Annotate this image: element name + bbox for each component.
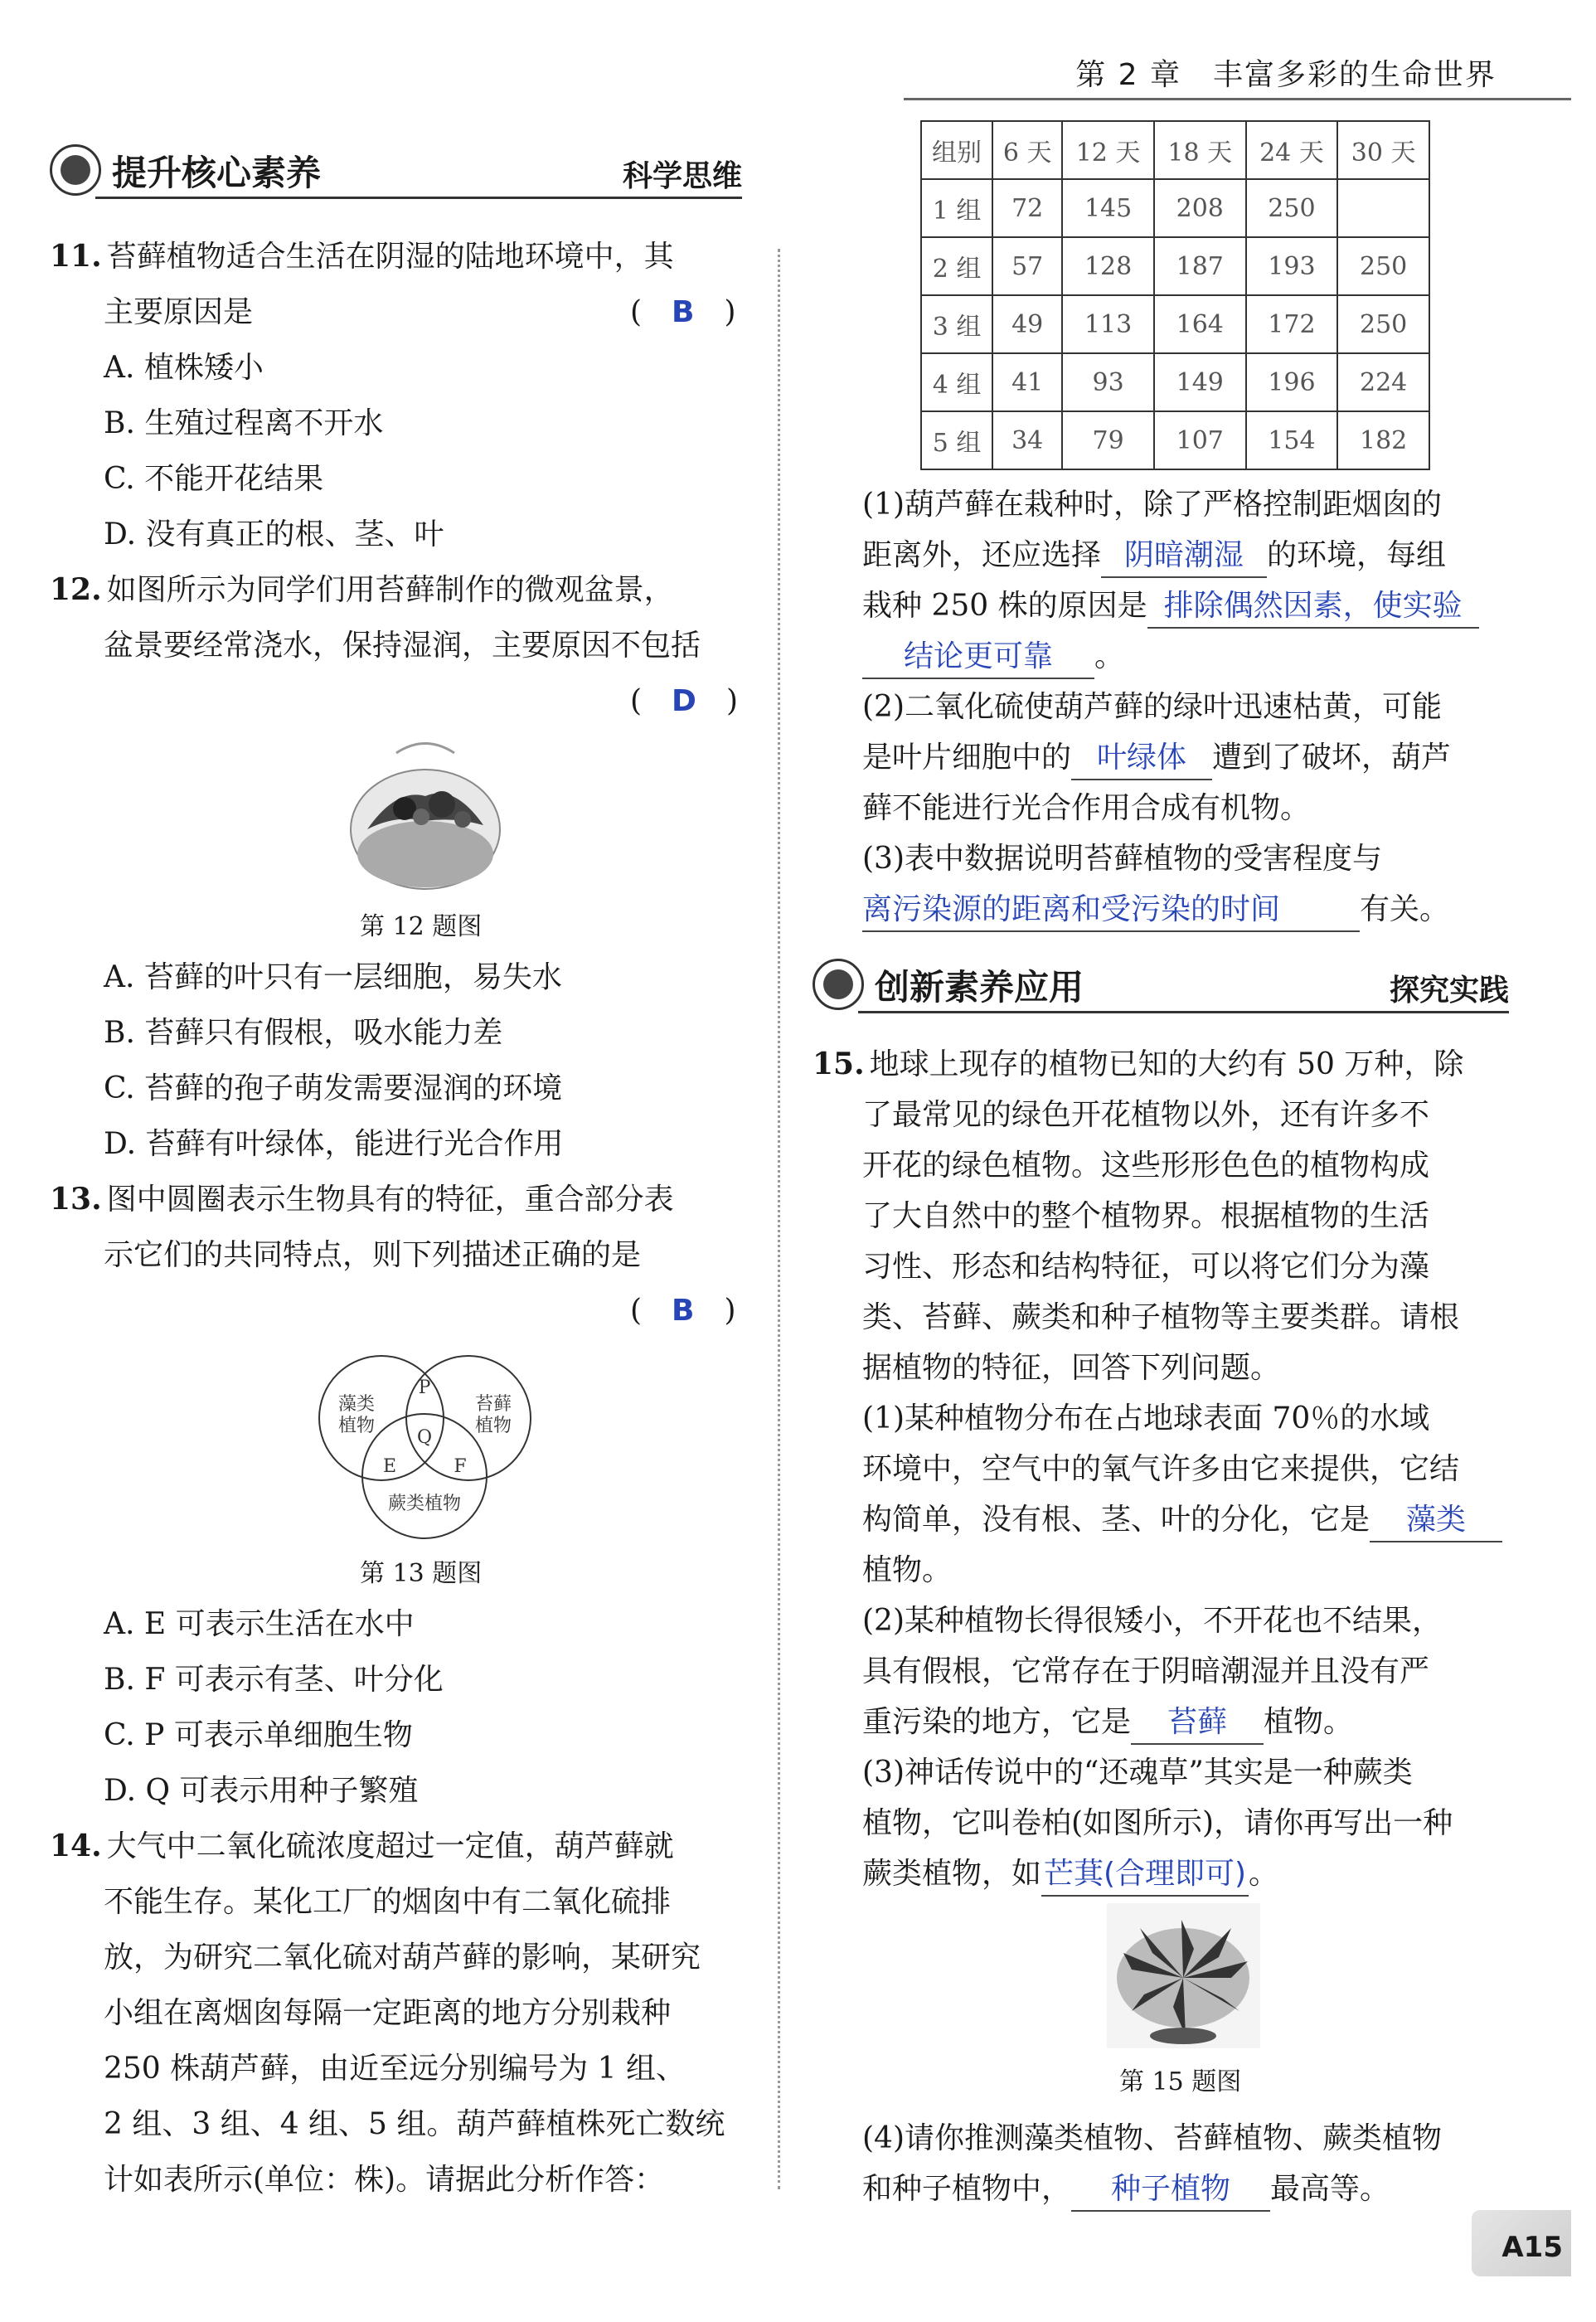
question-number: 14. (50, 1829, 102, 1863)
text: 遭到了破坏，葫芦 (1212, 741, 1452, 775)
question-14-line: 250 株葫芦藓，由近至远分别编号为 1 组、 (104, 2052, 686, 2086)
section-underline (95, 197, 742, 199)
question-14-line: 放，为研究二氧化硫对葫芦藓的影响，某研究 (104, 1941, 701, 1975)
terrarium-photo (347, 738, 504, 896)
option-c: C. 不能开花结果 (104, 462, 324, 496)
table-row (921, 237, 1429, 295)
question-11 (50, 229, 674, 284)
q14-part1-line3 (862, 578, 1479, 634)
q15-part3-line1: (3)神话传说中的“还魂草”其实是一种蕨类 (862, 1756, 1413, 1790)
question-number: 12. (50, 572, 102, 607)
q14-part2-line1: (2)二氧化硫使葫芦藓的绿叶迅速枯黄，可能 (862, 690, 1442, 724)
section-underline (858, 1011, 1509, 1013)
q15-part1-line3 (862, 1492, 1502, 1547)
column-divider (778, 249, 780, 2189)
text: 是叶片细胞中的 (862, 741, 1072, 775)
venn-label: 苔藓 (474, 1394, 512, 1415)
table-row (921, 295, 1429, 353)
venn-label: 蕨类植物 (387, 1494, 462, 1514)
question-14-line: 小组在离烟囱每隔一定距离的地方分别栽种 (104, 1996, 672, 2030)
table-cell: 2 组 (921, 237, 992, 295)
question-12-line2: 盆景要经常浇水，保持湿润，主要原因不包括 (104, 629, 701, 663)
question-13-line2: 示它们的共同特点，则下列描述正确的是 (104, 1238, 642, 1272)
question-12 (50, 562, 674, 618)
question-15-line: 习性、形态和结构特征，可以将它们分为藻 (862, 1250, 1430, 1284)
question-number: 11. (50, 239, 102, 274)
venn-label: 藻类 (337, 1394, 376, 1415)
question-number: 15. (813, 1047, 865, 1081)
table-cell: 113 (1062, 295, 1154, 353)
table-cell: 154 (1246, 411, 1338, 469)
section-bullet-icon (50, 144, 101, 196)
option-b: B. 苔藓只有假根，吸水能力差 (104, 1016, 503, 1050)
answer-blank: 种子植物 (1071, 2169, 1270, 2212)
answer-blank: 芒萁(合理即可) (1041, 1853, 1249, 1897)
question-13 (50, 1172, 674, 1227)
venn-diagram (307, 1343, 547, 1542)
table-cell: 187 (1154, 237, 1246, 295)
q15-part2-line1: (2)某种植物长得很矮小，不开花也不结果， (862, 1604, 1442, 1638)
table-header-cell: 18 天 (1154, 121, 1246, 179)
question-15-line: 了大自然中的整个植物界。根据植物的生活 (862, 1199, 1430, 1233)
option-a: A. 苔藓的叶只有一层细胞，易失水 (104, 960, 562, 994)
answer-bracket: ( B ) (630, 1294, 736, 1328)
question-11-line2: 主要原因是 (104, 295, 254, 329)
q15-part2-line2: 具有假根，它常存在于阴暗潮湿并且没有严 (862, 1654, 1430, 1688)
venn-circle-moss (406, 1356, 531, 1480)
table-header-cell: 6 天 (992, 121, 1062, 179)
section-heading-innovation (813, 954, 1509, 1013)
q15-part2-line3 (862, 1694, 1353, 1750)
table-cell: 172 (1246, 295, 1338, 353)
table-cell: 196 (1246, 353, 1338, 411)
text: 。 (1094, 639, 1125, 673)
q14-part1-line1: (1)葫芦藓在栽种时，除了严格控制距烟囱的 (862, 488, 1442, 522)
chapter-header: 第 2 章 丰富多彩的生命世界 (1075, 58, 1497, 92)
answer-bracket: ( B ) (630, 295, 736, 329)
answer-choice: D (672, 684, 696, 718)
table-cell: 4 组 (921, 353, 992, 411)
venn-region-p: P (418, 1377, 431, 1398)
table-header-cell: 30 天 (1337, 121, 1429, 179)
text: 蕨类植物，如 (862, 1857, 1042, 1891)
question-text: 图中圆圈表示生物具有的特征，重合部分表 (106, 1183, 674, 1217)
table-cell: 149 (1154, 353, 1246, 411)
venn-region-e: E (382, 1456, 397, 1477)
table-row (921, 179, 1429, 237)
table-header-cell: 组别 (921, 121, 992, 179)
table-cell: 1 组 (921, 179, 992, 237)
question-14-line: 2 组、3 组、4 组、5 组。葫芦藓植株死亡数统 (104, 2107, 725, 2141)
answer-blank: 离污染源的距离和受污染的时间 (862, 889, 1360, 932)
text: 构简单，没有根、茎、叶的分化，它是 (862, 1503, 1370, 1537)
table-cell: 182 (1337, 411, 1429, 469)
table-header-cell: 12 天 (1062, 121, 1154, 179)
section-tag: 科学思维 (622, 159, 742, 193)
q15-part1-line2: 环境中，空气中的氧气许多由它来提供，它结 (862, 1452, 1460, 1486)
question-14-line: 不能生存。某化工厂的烟囱中有二氧化硫排 (104, 1885, 672, 1919)
q14-part3-line2 (862, 882, 1449, 937)
answer-blank: 藻类 (1370, 1499, 1502, 1542)
answer-choice: B (672, 1294, 695, 1328)
table-cell: 164 (1154, 295, 1246, 353)
table-cell: 93 (1062, 353, 1154, 411)
figure-caption: 第 12 题图 (360, 912, 483, 941)
table-cell: 250 (1337, 237, 1429, 295)
text: 有关。 (1360, 892, 1450, 926)
option-b: B. F 可表示有茎、叶分化 (104, 1663, 444, 1697)
q15-part1-line4: 植物。 (862, 1553, 953, 1587)
answer-blank: 苔藓 (1131, 1702, 1264, 1745)
table-cell: 3 组 (921, 295, 992, 353)
data-table (920, 120, 1430, 470)
option-c: C. 苔藓的孢子萌发需要湿润的环境 (104, 1071, 563, 1105)
table-header-cell: 24 天 (1246, 121, 1338, 179)
option-b: B. 生殖过程离不开水 (104, 406, 384, 440)
option-a: A. 植株矮小 (104, 351, 264, 385)
question-number: 13. (50, 1182, 102, 1217)
venn-region-f: F (454, 1456, 467, 1477)
option-d: D. Q 可表示用种子繁殖 (104, 1774, 419, 1808)
text: 栽种 250 株的原因是 (862, 589, 1147, 623)
question-text: 地球上现存的植物已知的大约有 50 万种，除 (869, 1047, 1464, 1081)
table-cell: 208 (1154, 179, 1246, 237)
answer-blank: 叶绿体 (1071, 737, 1212, 780)
table-cell (1337, 179, 1429, 237)
text: 和种子植物中， (862, 2172, 1072, 2206)
answer-blank: 阴暗潮湿 (1101, 535, 1267, 578)
section-tag: 探究实践 (1389, 974, 1509, 1008)
text: 的环境，每组 (1267, 538, 1447, 572)
question-text: 苔藓植物适合生活在阴湿的陆地环境中，其 (106, 240, 674, 274)
table-cell: 128 (1062, 237, 1154, 295)
venn-label: 植物 (474, 1416, 512, 1436)
q15-part4-line1: (4)请你推测藻类植物、苔藓植物、蕨类植物 (862, 2121, 1442, 2155)
venn-label: 植物 (337, 1416, 376, 1436)
section-bullet-icon (813, 959, 864, 1010)
table-cell: 145 (1062, 179, 1154, 237)
table-cell: 107 (1154, 411, 1246, 469)
section-heading-core (50, 139, 742, 199)
table-cell: 250 (1246, 179, 1338, 237)
question-15 (813, 1037, 1463, 1092)
selaginella-photo (1107, 1903, 1260, 2048)
text: 距离外，还应选择 (862, 538, 1102, 572)
table-cell: 72 (992, 179, 1062, 237)
table-row (921, 411, 1429, 469)
figure-caption: 第 13 题图 (360, 1559, 483, 1588)
table-cell: 224 (1337, 353, 1429, 411)
option-d: D. 苔藓有叶绿体，能进行光合作用 (104, 1127, 564, 1161)
question-14 (50, 1819, 674, 1874)
header-rule (904, 98, 1571, 100)
section-title: 创新素养应用 (875, 967, 1084, 1008)
q14-part2-line2 (862, 730, 1451, 785)
table-cell: 57 (992, 237, 1062, 295)
page-number: A15 (1501, 2231, 1563, 2264)
option-d: D. 没有真正的根、茎、叶 (104, 517, 444, 551)
question-text: 如图所示为同学们用苔藓制作的微观盆景， (106, 573, 674, 607)
q15-part3-line3 (862, 1846, 1278, 1902)
text: 。 (1249, 1857, 1279, 1891)
option-a: A. E 可表示生活在水中 (104, 1607, 415, 1641)
table-cell: 5 组 (921, 411, 992, 469)
table-header-row (921, 121, 1429, 179)
text: 重污染的地方，它是 (862, 1705, 1132, 1739)
table-cell: 34 (992, 411, 1062, 469)
q14-part2-line3: 藓不能进行光合作用合成有机物。 (862, 791, 1311, 825)
table-cell: 79 (1062, 411, 1154, 469)
question-15-line: 据植物的特征，回答下列问题。 (862, 1351, 1281, 1385)
q14-part1-line2 (862, 527, 1446, 583)
q15-part3-line2: 植物，它叫卷柏(如图所示)，请你再写出一种 (862, 1806, 1453, 1840)
answer-bracket: ( D ) (630, 684, 738, 718)
table-cell: 49 (992, 295, 1062, 353)
question-15-line: 了最常见的绿色开花植物以外，还有许多不 (862, 1098, 1430, 1132)
answer-blank: 结论更可靠 (862, 636, 1094, 679)
q14-part1-line4 (862, 629, 1124, 684)
table-row (921, 353, 1429, 411)
venn-region-q: Q (416, 1427, 433, 1448)
question-14-line: 计如表所示(单位：株)。请据此分析作答： (104, 2163, 665, 2197)
figure-caption: 第 15 题图 (1119, 2067, 1242, 2096)
q15-part4-line2 (862, 2161, 1390, 2217)
q15-part1-line1: (1)某种植物分布在占地球表面 70％的水域 (862, 1401, 1430, 1435)
answer-blank: 排除偶然因素，使实验 (1147, 585, 1479, 629)
text: 最高等。 (1270, 2172, 1390, 2206)
option-c: C. P 可表示单细胞生物 (104, 1718, 413, 1752)
question-text: 大气中二氧化硫浓度超过一定值，葫芦藓就 (106, 1829, 674, 1863)
question-15-line: 类、苔藓、蕨类和种子植物等主要类群。请根 (862, 1300, 1460, 1334)
answer-choice: B (672, 295, 695, 329)
section-title: 提升核心素养 (112, 153, 322, 193)
table-cell: 250 (1337, 295, 1429, 353)
question-15-line: 开花的绿色植物。这些形形色色的植物构成 (862, 1149, 1430, 1183)
table-cell: 41 (992, 353, 1062, 411)
table-cell: 193 (1246, 237, 1338, 295)
q14-part3-line1: (3)表中数据说明苔藓植物的受害程度与 (862, 842, 1382, 876)
text: 植物。 (1264, 1705, 1354, 1739)
